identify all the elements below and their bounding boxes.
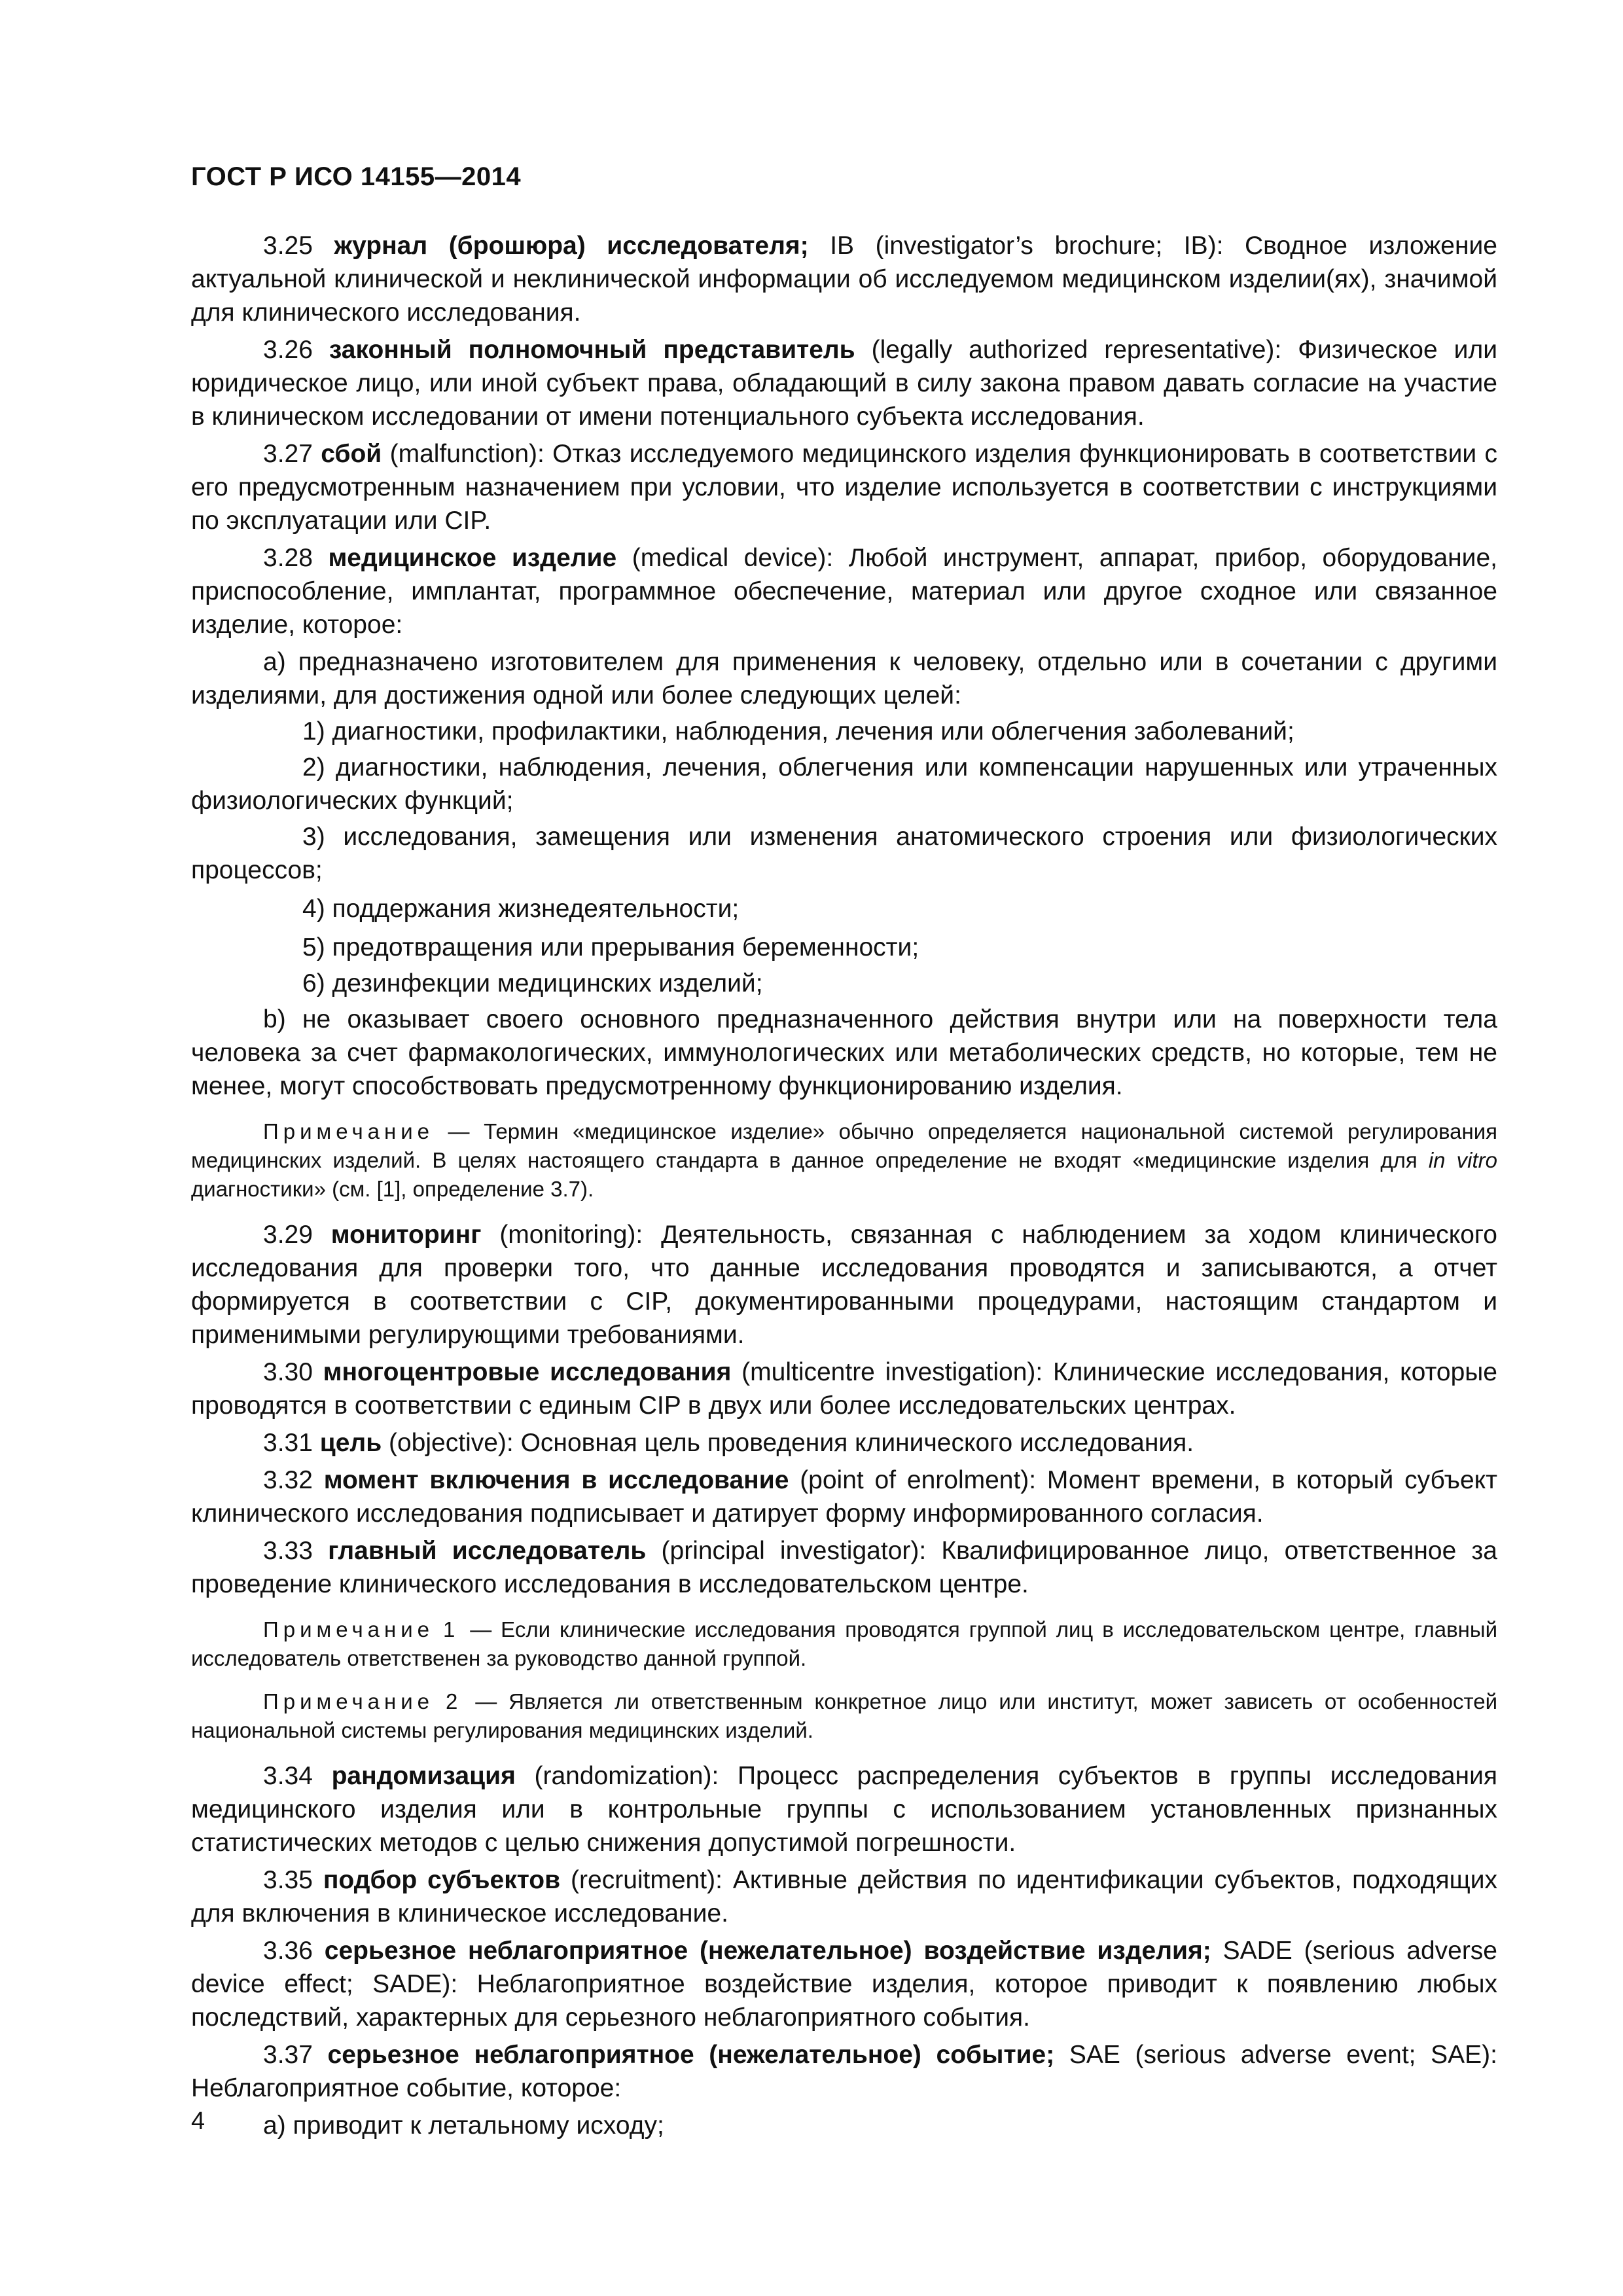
sub-item-6: 6) дезинфекции медицинских изделий; [302, 969, 763, 997]
term-3-29 [191, 1218, 1497, 1352]
term-definition: (objective): Основная цель проведения клинического исследования. [382, 1429, 1194, 1457]
term-3-33 [191, 1534, 1497, 1601]
term-name: рандомизация [331, 1762, 516, 1790]
note-3-33-1 [191, 1615, 1497, 1673]
note-label: Примечание [263, 1689, 435, 1713]
note-text-end: диагностики» (см. [1], определение 3.7). [191, 1177, 594, 1201]
term-name: момент включения в исследование [323, 1466, 789, 1494]
term-3-32 [191, 1463, 1497, 1530]
term-number: 3.35 [263, 1866, 313, 1894]
term-number: 3.25 [263, 232, 313, 260]
sub-item-3: 3) исследования, замещения или изменения анатомического строения или физиологических процессов; [191, 823, 1497, 884]
term-number: 3.30 [263, 1358, 313, 1386]
term-name: медицинское изделие [328, 544, 617, 572]
term-3-34 [191, 1759, 1497, 1859]
term-name: серьезное неблагоприятное (нежелательное) событие; [327, 2041, 1055, 2069]
term-3-35 [191, 1863, 1497, 1930]
term-name: сбой [321, 440, 382, 468]
term-3-26 [191, 333, 1497, 433]
term-definition: (medical device): Любой инструмент, аппарат, прибор, оборудование, приспособление, имплантат, программное обеспечение, материал или другое сходное или связанное изделие, которое: [191, 544, 1497, 639]
note-text: — Термин «медицинское изделие» обычно определяется национальной системой регулирования медицинских изделий. В целях настоящего стандарта в данное определение не входят «медицинские изделия для [191, 1119, 1497, 1172]
sub-item-5: 5) предотвращения или прерывания беременности; [302, 933, 919, 961]
document-header: ГОСТ Р ИСО 14155—2014 [191, 162, 522, 191]
note-3-33-2 [191, 1687, 1497, 1745]
term-number: 3.28 [263, 544, 313, 572]
term-number: 3.33 [263, 1537, 313, 1565]
term-definition: (recruitment): Активные действия по идентификации субъектов, подходящих для включения в клиническое исследование. [191, 1866, 1498, 1928]
term-definition: SADE (serious adverse device effect; SADE): Неблагоприятное воздействие изделия, которое приводит к появлению любых последствий, характерных для серьезного неблагоприятного события. [191, 1937, 1497, 2032]
list-item-a-3-37: a) приводит к летальному исходу; [263, 2111, 664, 2140]
term-definition: (multicentre investigation): Клинические исследования, которые проводятся в соответствии с единым CIP в двух или более исследовательских центрах. [191, 1358, 1497, 1420]
term-3-25 [191, 229, 1497, 329]
term-3-28 [191, 541, 1497, 641]
note-3-28 [191, 1117, 1497, 1204]
term-name: журнал (брошюра) исследователя; [334, 232, 809, 260]
note-italic-text: in vitro [1428, 1148, 1497, 1172]
note-text: — Является ли ответственным конкретное лицо или институт, может зависеть от особенностей национальной системы регулирования медицинских изделий. [191, 1689, 1498, 1742]
term-name: подбор субъектов [323, 1866, 561, 1894]
term-3-30 [191, 1355, 1497, 1422]
note-number: 1 [442, 1617, 461, 1641]
term-definition: (randomization): Процесс распределения субъектов в группы исследования медицинского изделия или в контрольные группы с использованием установленных признанных статистических методов с целью снижения допустимой погрешности. [191, 1762, 1497, 1857]
term-definition: (point of enrolment): Момент времени, в который субъект клинического исследования подписывает и датирует форму информированного согласия. [191, 1466, 1498, 1528]
note-number: 2 [445, 1689, 464, 1713]
page-number: 4 [191, 2108, 205, 2135]
term-number: 3.34 [263, 1762, 313, 1790]
term-definition: (principal investigator): Квалифицированное лицо, ответственное за проведение клинического исследования в исследовательском центре. [191, 1537, 1497, 1598]
sub-item-2: 2) диагностики, наблюдения, лечения, облегчения или компенсации нарушенных или утраченных физиологических функций; [191, 753, 1497, 815]
note-label: Примечание [263, 1617, 435, 1641]
term-number: 3.36 [263, 1937, 313, 1965]
term-3-37 [191, 2038, 1497, 2105]
term-number: 3.29 [263, 1221, 313, 1249]
term-number: 3.31 [263, 1429, 313, 1457]
term-name: многоцентровые исследования [323, 1358, 732, 1386]
document-body [191, 229, 1497, 2145]
term-number: 3.26 [263, 336, 313, 364]
term-number: 3.37 [263, 2041, 313, 2069]
term-number: 3.27 [263, 440, 313, 468]
term-name: главный исследователь [328, 1537, 647, 1565]
list-item-b: b) не оказывает своего основного предназначенного действия внутри или на поверхности тела человека за счет фармакологических, иммунологических или метаболических средств, но которые, тем не менее, могут способствовать предусмотренному функционированию изделия. [191, 1005, 1497, 1100]
term-definition: SAE (serious adverse event; SAE): Неблагоприятное событие, которое: [191, 2041, 1497, 2102]
term-name: законный полномочный представитель [329, 336, 855, 364]
term-name: мониторинг [330, 1221, 482, 1249]
sub-item-4: 4) поддержания жизнедеятельности; [302, 895, 740, 923]
term-name: цель [319, 1429, 382, 1457]
term-definition: (malfunction): Отказ исследуемого медицинского изделия функционировать в соответствии с его предусмотренным назначением при условии, что изделие используется в соответствии с инструкциями по эксплуатации или CIP. [191, 440, 1498, 535]
term-name: серьезное неблагоприятное (нежелательное) воздействие изделия; [324, 1937, 1211, 1965]
term-definition: (legally authorized representative): Физическое или юридическое лицо, или иной субъект права, обладающий в силу закона правом давать согласие на участие в клиническом исследовании от имени потенциального субъекта исследования. [191, 336, 1497, 431]
term-definition: (monitoring): Деятельность, связанная с наблюдением за ходом клинического исследования для проверки того, что данные исследования проводятся и записываются, а отчет формируется в соответствии с CIP, документированными процедурами, настоящим стандартом и применимыми регулирующими требованиями. [191, 1221, 1497, 1349]
term-3-27 [191, 437, 1497, 537]
note-label: Примечание [263, 1119, 435, 1143]
list-item-a: a) предназначено изготовителем для применения к человеку, отдельно или в сочетании с другими изделиями, для достижения одной или более следующих целей: [191, 648, 1497, 709]
note-text: — Если клинические исследования проводятся группой лиц в исследовательском центре, главный исследователь ответственен за руководство данной группой. [191, 1617, 1497, 1670]
term-number: 3.32 [263, 1466, 313, 1494]
term-definition: IB (investigator’s brochure; IB): Сводное изложение актуальной клинической и неклинической информации об исследуемом медицинском изделии(ях), значимой для клинического исследования. [191, 232, 1497, 327]
sub-item-1: 1) диагностики, профилактики, наблюдения, лечения или облегчения заболеваний; [302, 717, 1294, 745]
term-3-31 [191, 1426, 1497, 1460]
term-3-36 [191, 1934, 1497, 2034]
